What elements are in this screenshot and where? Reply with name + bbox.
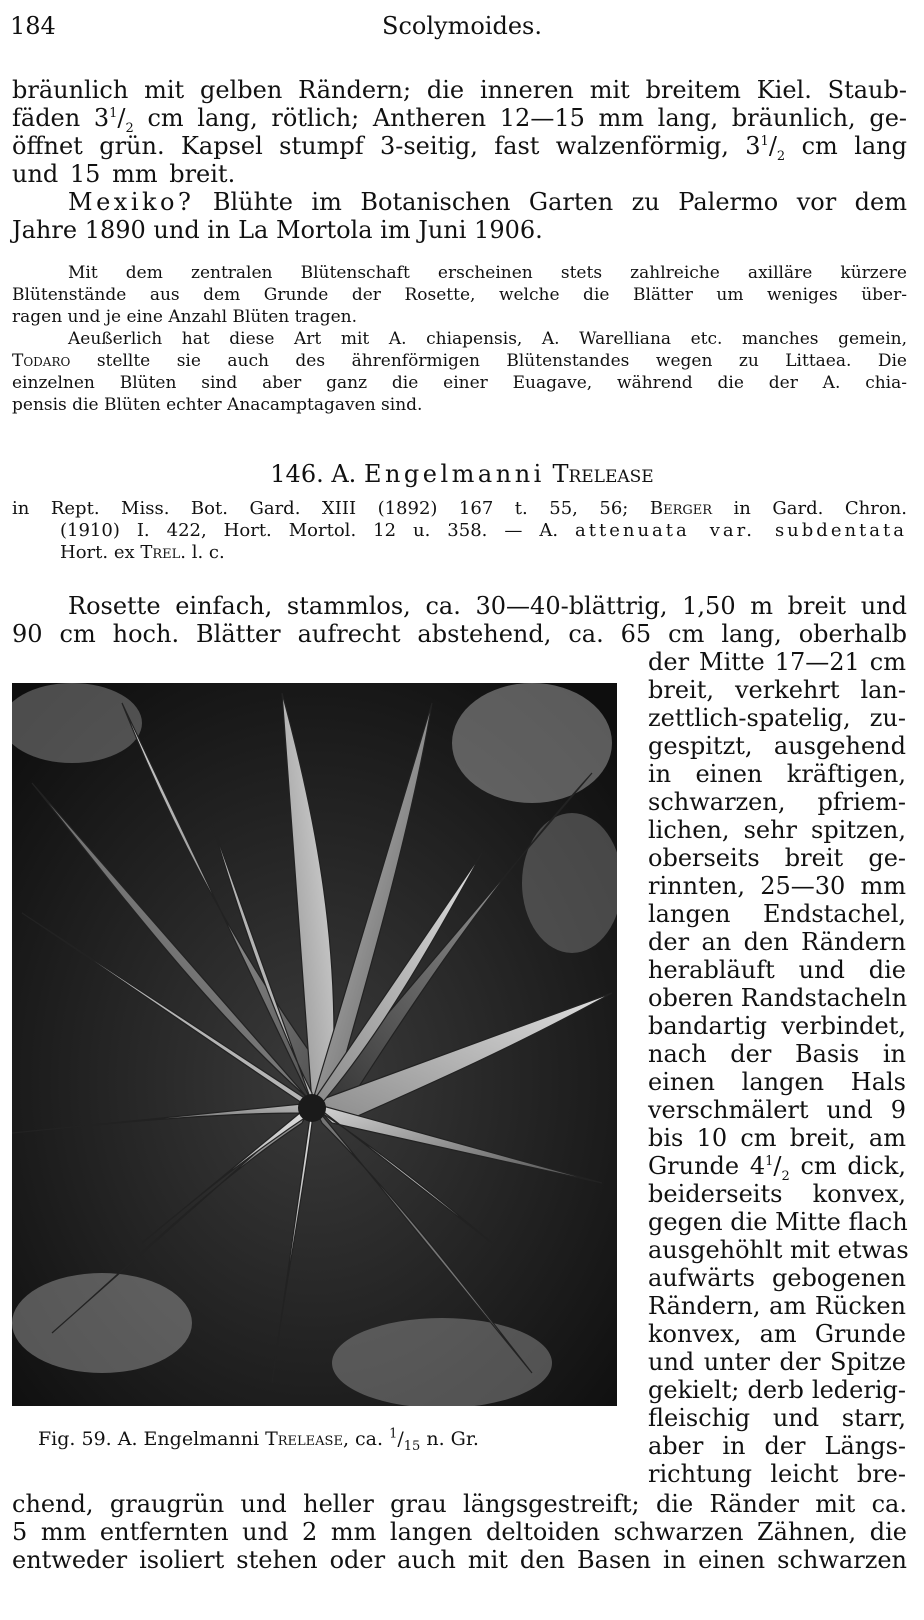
fraction-denominator: 15 bbox=[403, 1438, 421, 1454]
text-fragment: l. c. bbox=[185, 542, 225, 563]
column-line: oberseits breit ge- bbox=[648, 844, 906, 872]
column-line: oberen Randstacheln bbox=[648, 984, 908, 1012]
text-fragment: cm lang, rötlich; Antheren 12—15 mm lang, bräunlich, ge- bbox=[133, 104, 907, 132]
text-line: fäden $3^1/_2$ cm lang, rötlich; Antheren 12—15 mm lang, bräunlich, ge- bbox=[12, 104, 907, 136]
species-heading bbox=[0, 460, 924, 488]
note-line: Mit dem zentralen Blütenschaft erscheinen stets zahlreiche axilläre kürzere bbox=[68, 263, 907, 283]
note-line: ragen und je eine Anzahl Blüten tragen. bbox=[12, 307, 358, 327]
text-fragment: Blühte im Botanischen Garten zu Palermo vor dem bbox=[194, 188, 907, 216]
author-name: Berger bbox=[649, 498, 713, 519]
column-line: und unter der Spitze bbox=[648, 1348, 906, 1376]
fraction-denominator: 2 bbox=[125, 120, 134, 136]
fraction-denominator: 2 bbox=[781, 1168, 790, 1184]
column-line: richtung leicht bre- bbox=[648, 1460, 906, 1488]
note-line: Blütenstände aus dem Grunde der Rosette, welche die Blätter um weniges über- bbox=[12, 285, 907, 305]
column-line: in einen kräftigen, bbox=[648, 760, 906, 788]
text-fragment: öffnet grün. Kapsel stumpf 3-seitig, fast walzenförmig, 3 bbox=[12, 132, 761, 160]
citation-line bbox=[12, 498, 907, 520]
text-fragment: (1910) I. 422, Hort. Mortol. 12 u. 358. — A. bbox=[60, 520, 576, 541]
column-line: breit, verkehrt lan- bbox=[648, 676, 906, 704]
synonym: attenuata var. subdentata bbox=[575, 520, 907, 541]
column-line: einen langen Hals bbox=[648, 1068, 906, 1096]
column-line: rinnten, 25—30 mm bbox=[648, 872, 906, 900]
text-line: chend, graugrün und heller grau längsgestreift; die Ränder mit ca. bbox=[12, 1490, 907, 1518]
figure-species: A. Engelmanni bbox=[111, 1428, 266, 1450]
species-number: 146. A. bbox=[270, 460, 357, 488]
column-line: der Mitte 17—21 cm bbox=[648, 648, 906, 676]
column-line: der an den Rändern bbox=[648, 928, 906, 956]
text-line: bräunlich mit gelben Rändern; die inneren mit breitem Kiel. Staub- bbox=[12, 76, 907, 104]
text-fragment: Grunde 4 bbox=[648, 1152, 766, 1180]
column-line: gegen die Mitte flach bbox=[648, 1208, 908, 1236]
citation-line bbox=[60, 542, 225, 564]
column-line: ausgehöhlt mit etwas bbox=[648, 1236, 909, 1264]
column-line: Rändern, am Rücken bbox=[648, 1292, 906, 1320]
column-line: Grunde $4^1/_2$ cm dick, bbox=[648, 1152, 906, 1184]
fraction-numerator: 1 bbox=[109, 106, 118, 121]
text-fragment: Hort. ex bbox=[60, 542, 141, 563]
text-line: 90 cm hoch. Blätter aufrecht abstehend, ca. 65 cm lang, oberhalb bbox=[12, 620, 907, 648]
text-line: öffnet grün. Kapsel stumpf 3-seitig, fast walzenförmig, $3^1/_2$ cm lang bbox=[12, 132, 907, 164]
column-line: beiderseits konvex, bbox=[648, 1180, 906, 1208]
text-line: Jahre 1890 und in La Mortola im Juni 1906. bbox=[12, 216, 543, 244]
text-fragment: cm lang bbox=[785, 132, 907, 160]
note-line: pensis die Blüten echter Anacamptagaven sind. bbox=[12, 395, 423, 415]
column-line: aufwärts gebogenen bbox=[648, 1264, 906, 1292]
column-line: verschmälert und 9 bbox=[648, 1096, 906, 1124]
text-line: 5 mm entfernten und 2 mm langen deltoiden schwarzen Zähnen, die bbox=[12, 1518, 907, 1546]
text-fragment: n. Gr. bbox=[420, 1428, 479, 1450]
column-line: aber in der Längs- bbox=[648, 1432, 906, 1460]
species-author: Trelease bbox=[552, 460, 654, 488]
text-line: Rosette einfach, stammlos, ca. 30—40-blättrig, 1,50 m breit und bbox=[68, 592, 907, 620]
note-line bbox=[12, 350, 907, 372]
column-line: langen Endstachel, bbox=[648, 900, 906, 928]
text-line: entweder isoliert stehen oder auch mit den Basen in einen schwarzen bbox=[12, 1546, 907, 1574]
text-fragment: in Rept. Miss. Bot. Gard. XIII (1892) 167 t. 55, 56; bbox=[12, 498, 650, 519]
column-line: nach der Basis in bbox=[648, 1040, 906, 1068]
figure-author: Trelease bbox=[265, 1428, 343, 1450]
text-fragment: , ca. bbox=[342, 1428, 390, 1450]
author-name: Todaro bbox=[12, 351, 71, 371]
fraction-numerator: 1 bbox=[389, 1426, 398, 1442]
figure-label: Fig. 59. bbox=[38, 1428, 112, 1450]
citation-line bbox=[60, 520, 907, 542]
column-line: lichen, sehr spitzen, bbox=[648, 816, 906, 844]
page-number: 184 bbox=[10, 12, 56, 40]
locality-country: Mexiko? bbox=[68, 188, 195, 216]
column-line: schwarzen, pfriem- bbox=[648, 788, 906, 816]
text-fragment: stellte sie auch des ährenförmigen Blütenstandes wegen zu Littaea. Die bbox=[70, 351, 907, 371]
text-fragment: cm dick, bbox=[789, 1152, 906, 1180]
column-line: zettlich-spatelig, zu- bbox=[648, 704, 906, 732]
species-name: Engelmanni bbox=[363, 460, 545, 488]
column-line: bandartig verbindet, bbox=[648, 1012, 906, 1040]
figure-caption: Fig. 59. A. Engelmanni Trelease, ca. $^1/_{15}$ n. Gr. bbox=[38, 1426, 479, 1454]
author-name: Trel. bbox=[140, 542, 186, 563]
column-line: bis 10 cm breit, am bbox=[648, 1124, 906, 1152]
text-fragment: in Gard. Chron. bbox=[712, 498, 907, 519]
column-line: herabläuft und die bbox=[648, 956, 906, 984]
note-line: Aeußerlich hat diese Art mit A. chiapensis, A. Warelliana etc. manches gemein, bbox=[68, 329, 907, 349]
running-title: Scolymoides. bbox=[382, 12, 542, 40]
column-line: fleischig und starr, bbox=[648, 1404, 906, 1432]
fraction-numerator: 1 bbox=[760, 134, 769, 149]
column-line: konvex, am Grunde bbox=[648, 1320, 906, 1348]
text-fragment: fäden 3 bbox=[12, 104, 110, 132]
fraction-denominator: 2 bbox=[776, 148, 786, 164]
fraction-numerator: 1 bbox=[765, 1154, 774, 1169]
text-line bbox=[68, 188, 907, 216]
note-line: einzelnen Blüten sind aber ganz die einer Euagave, während die der A. chia- bbox=[12, 373, 907, 393]
column-line: gekielt; derb lederig- bbox=[648, 1376, 906, 1404]
agave-photograph bbox=[12, 683, 617, 1406]
column-line: gespitzt, ausgehend bbox=[648, 732, 906, 760]
text-line: und 15 mm breit. bbox=[12, 160, 236, 188]
